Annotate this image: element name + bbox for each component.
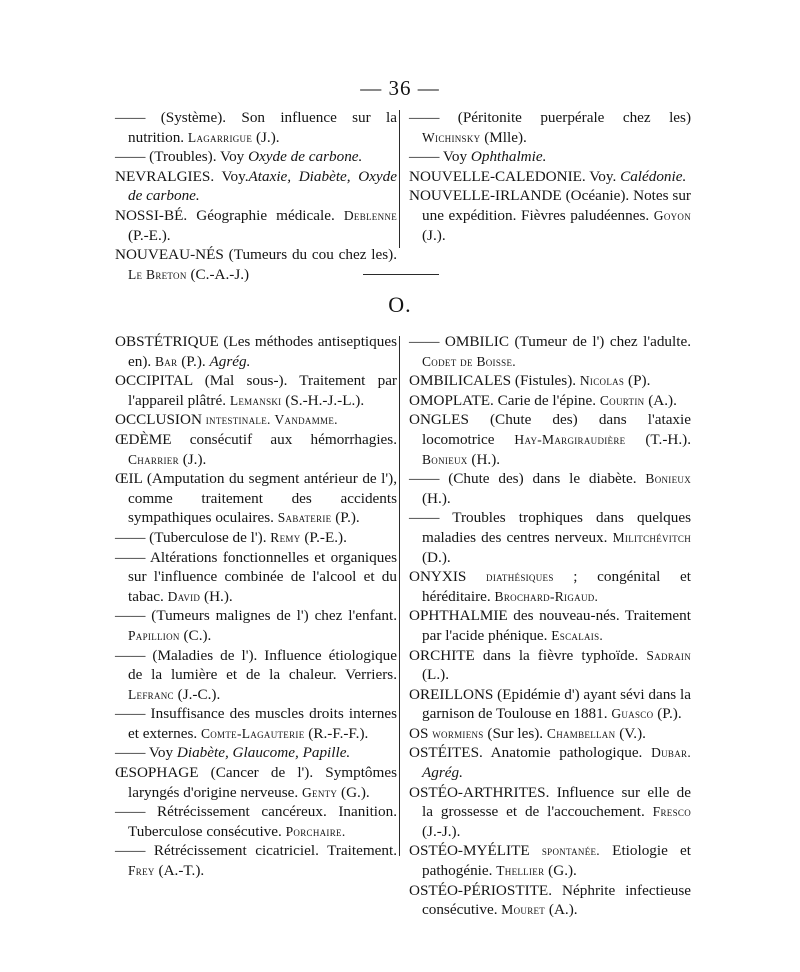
- entry-initials: (J.-J.).: [422, 822, 461, 840]
- index-entry: [115, 332, 397, 371]
- entry-heading: NOUVELLE-CALEDONIE.: [409, 167, 586, 185]
- entry-initials: (C.).: [179, 626, 212, 644]
- entry-text: (Chute des) dans l'ataxie locomotrice: [422, 411, 691, 448]
- index-entry: [409, 685, 691, 724]
- entry-qualifier: spontanée.: [541, 843, 600, 859]
- entry-text: (Tumeurs du cou chez les).: [223, 246, 397, 264]
- entry-text: (Tumeurs malignes de l') chez l'enfant.: [145, 607, 397, 625]
- entry-dash: ——: [409, 109, 440, 126]
- index-entry: [115, 206, 397, 245]
- entry-dash: ——: [409, 470, 440, 488]
- column-divider-top: [399, 110, 400, 248]
- index-entry: [115, 469, 397, 528]
- entry-reference: Agrég.: [422, 764, 463, 782]
- entry-initials: (A.).: [644, 391, 677, 409]
- index-entry: [115, 841, 397, 880]
- index-entry: [115, 245, 397, 284]
- entry-dash: ——: [115, 646, 146, 664]
- index-entry: [409, 606, 691, 645]
- entry-author: Mouret: [501, 902, 546, 918]
- entry-dash: ——: [409, 333, 440, 350]
- entry-text: consécutif aux hémorrhagies.: [171, 430, 397, 448]
- entry-author: Nicolas: [579, 373, 625, 389]
- index-entry: [115, 743, 397, 763]
- index-entry: [409, 410, 691, 469]
- entry-author: Bonieux: [645, 471, 691, 487]
- entry-dash: ——: [115, 548, 146, 566]
- entry-text-continued: (Sur les).: [483, 724, 544, 742]
- left-column: [115, 332, 397, 881]
- entry-author: Remy: [270, 529, 301, 545]
- entry-initials: (P.).: [331, 509, 360, 527]
- entry-author: Brochard-Rigaud.: [494, 588, 599, 604]
- entry-text: Géographie médicale.: [187, 206, 335, 224]
- entry-heading: ŒDÈME: [115, 430, 172, 448]
- index-entry: [115, 802, 397, 841]
- entry-dash: ——: [115, 148, 146, 166]
- entry-initials: (D.).: [422, 548, 451, 566]
- index-entry: [409, 108, 691, 147]
- entry-author: Fresco: [652, 804, 691, 820]
- entry-author: Lefranc: [128, 686, 174, 702]
- entry-reference: Calédonie.: [620, 167, 687, 185]
- entry-text-continued: Etiologie et pathogénie.: [422, 842, 691, 880]
- index-entry: [115, 704, 397, 743]
- entry-text: Altérations fonctionnelles et organiques sur l'influence combinée de l'alcool et du tabac.: [128, 548, 397, 605]
- index-entry: [409, 743, 691, 782]
- entry-text: Néphrite infectieuse consécutive.: [422, 881, 691, 919]
- entry-initials: (A.).: [545, 901, 578, 919]
- index-entry: [115, 548, 397, 607]
- entry-dash: ——: [115, 744, 146, 762]
- entry-text: (Troubles). Voy: [145, 148, 249, 166]
- entry-author: Militchévitch: [612, 529, 691, 545]
- entry-author: Frey: [128, 863, 155, 879]
- index-entry: [409, 371, 691, 391]
- entry-heading: OSTÉO-ARTHRITES.: [409, 783, 550, 801]
- entry-text: Voy.: [214, 167, 249, 185]
- entry-heading: ŒSOPHAGE: [115, 764, 199, 782]
- entry-initials: (R.-F.-F.).: [304, 724, 369, 742]
- entry-initials: (L.).: [422, 666, 449, 684]
- entry-text-continued: ; congénital et héréditaire.: [422, 568, 691, 605]
- entry-initials: (P.-E.).: [300, 528, 347, 546]
- entry-qualifier: intestinale.: [205, 412, 271, 428]
- index-entry: [409, 391, 691, 411]
- entry-author: Vandamme.: [274, 412, 338, 428]
- entry-heading: ŒIL: [115, 470, 143, 488]
- entry-initials: (P.-E.).: [128, 226, 171, 244]
- entry-author: Bar: [155, 353, 178, 369]
- index-entry: [409, 167, 691, 187]
- right-column: [409, 332, 691, 920]
- entry-author: Le Breton: [128, 266, 187, 282]
- entry-heading: NOUVELLE-IRLANDE: [409, 187, 562, 205]
- entry-author: Codet de Boisse.: [422, 353, 516, 369]
- entry-initials: (P.).: [653, 705, 682, 723]
- index-entry: [115, 430, 397, 469]
- index-entry: [115, 108, 397, 147]
- entry-initials: (J.).: [422, 226, 446, 244]
- entry-reference: Diabète, Glaucome, Papille.: [176, 744, 351, 762]
- entry-text: (Amputation du segment antérieur de l'), comme traitement des accidents sympathiques oculaires.: [128, 470, 397, 527]
- entry-text: Voy: [145, 744, 177, 762]
- index-entry: [409, 724, 691, 744]
- entry-text: Insuffisance des muscles droits internes et externes.: [128, 705, 397, 742]
- index-entry: [409, 508, 691, 567]
- entry-dash: ——: [409, 509, 440, 527]
- entry-author: Genty: [301, 784, 338, 800]
- top-right-column: [409, 108, 691, 245]
- entry-heading: NOSSI-BÉ.: [115, 206, 188, 224]
- entry-author: Courtin: [599, 392, 645, 408]
- column-divider: [399, 336, 400, 856]
- entry-initials: (A.-T.).: [154, 862, 205, 880]
- entry-text: (Mal sous-). Traitement par l'appareil plâtré.: [128, 372, 397, 409]
- entry-initials: (G.).: [544, 862, 577, 880]
- entry-text: (Chute des) dans le diabète.: [439, 470, 637, 488]
- entry-initials: (J.).: [178, 450, 207, 468]
- entry-heading: OMBILICALES: [409, 372, 512, 390]
- entry-initials: (P.).: [177, 352, 210, 370]
- entry-text: (Péritonite puerpérale chez les): [439, 109, 691, 126]
- entry-text: OMBILIC (Tumeur de l') chez l'adulte.: [439, 333, 691, 350]
- entry-author: David: [167, 588, 201, 604]
- entry-heading: OBSTÉTRIQUE: [115, 333, 219, 350]
- entry-initials: (H.).: [200, 587, 233, 605]
- entry-author: Chambellan: [546, 725, 616, 741]
- entry-author: Goyon: [653, 207, 692, 223]
- entry-heading: OPHTHALMIE: [409, 607, 508, 625]
- index-entry: [115, 167, 397, 206]
- entry-initials: (T.-H.).: [625, 430, 692, 448]
- entry-author: Lemanski: [229, 392, 282, 408]
- index-entry: [409, 783, 691, 842]
- entry-heading: OS: [409, 724, 429, 742]
- entry-reference: Ataxie, Diabète, Oxyde de carbone.: [128, 167, 397, 205]
- entry-text: (Cancer de l'). Symptômes laryngés d'origine nerveuse.: [128, 764, 397, 801]
- entry-text: (Les méthodes antiseptiques en).: [128, 333, 397, 370]
- entry-text: (Maladies de l'). Influence étiologique de la lumière et de la chaleur. Verriers.: [128, 646, 397, 684]
- entry-author: Hay-Margiraudière: [514, 431, 626, 447]
- section-letter: O.: [388, 292, 412, 317]
- entry-heading: OCCLUSION: [115, 411, 202, 429]
- entry-text: (Epidémie d') ayant sévi dans la garnison de Toulouse en 1881.: [422, 685, 691, 723]
- entry-heading: NEVRALGIES.: [115, 167, 215, 185]
- entry-text: Rétrécissement cicatriciel. Traitement.: [145, 842, 397, 860]
- entry-author: Deblenne: [343, 207, 397, 223]
- entry-initials-second: (H.).: [467, 450, 501, 468]
- index-entry: [409, 567, 691, 606]
- section-rule: [363, 274, 439, 275]
- entry-author: Charrier: [128, 451, 179, 467]
- entry-reference: Oxyde de carbone.: [248, 148, 363, 166]
- index-entry: [409, 469, 691, 508]
- entry-author: Thellier: [496, 863, 545, 879]
- index-entry: [409, 646, 691, 685]
- top-left-column: [115, 108, 397, 284]
- entry-initials: (Mlle).: [480, 128, 527, 146]
- entry-initials: (H.).: [422, 489, 451, 507]
- entry-initials: (J.).: [252, 128, 280, 146]
- entry-text: (Système). Son influence sur la nutrition.: [128, 109, 397, 146]
- entry-author: Escalais.: [551, 627, 604, 643]
- entry-author: Guasco: [611, 706, 654, 722]
- entry-author: Papillion: [128, 627, 180, 643]
- index-entry: [115, 528, 397, 548]
- entry-author: Dubar.: [651, 745, 691, 761]
- entry-heading: OSTÉO-MYÉLITE: [409, 842, 530, 860]
- entry-text: dans la fièvre typhoïde.: [474, 646, 639, 664]
- index-entry: [115, 646, 397, 705]
- entry-author: Wichinsky: [422, 129, 481, 145]
- entry-author-second: Bonieux: [422, 451, 468, 467]
- entry-text: (Fistules).: [511, 372, 577, 390]
- entry-text: Rétrécissement cancéreux. Inanition. Tuberculose consécutive.: [128, 803, 397, 840]
- entry-text: Influence sur elle de la grossesse et de l'accouchement.: [422, 783, 691, 821]
- entry-initials: (G.).: [337, 783, 370, 801]
- entry-heading: ORCHITE: [409, 646, 475, 664]
- entry-dash: ——: [115, 109, 146, 126]
- entry-dash: ——: [115, 803, 146, 821]
- entry-author: Comte-Lagauterie: [200, 725, 305, 741]
- entry-dash: ——: [409, 148, 440, 166]
- page-number: — 36 —: [360, 76, 440, 100]
- entry-author: Lagarrigue: [187, 129, 253, 145]
- index-entry: [115, 147, 397, 167]
- entry-dash: ——: [115, 607, 146, 625]
- index-entry: [409, 841, 691, 880]
- index-entry: [115, 763, 397, 802]
- entry-dash: ——: [115, 705, 146, 723]
- index-entry: [409, 186, 691, 245]
- entry-initials: (C.-A.-J.): [186, 265, 250, 283]
- entry-text: (Tuberculose de l').: [145, 528, 267, 546]
- entry-initials: (J.-C.).: [173, 685, 221, 703]
- entry-text: Voy: [439, 148, 471, 166]
- entry-heading: ONGLES: [409, 411, 469, 429]
- entry-text: [466, 568, 486, 585]
- entry-heading: OSTÉITES.: [409, 744, 483, 762]
- entry-heading: OREILLONS: [409, 685, 494, 703]
- entry-reference: Agrég.: [209, 352, 251, 370]
- entry-text: Troubles trophiques dans quelques maladies des centres nerveux.: [422, 509, 691, 546]
- entry-qualifier: diathésiques: [486, 569, 554, 585]
- index-entry: [409, 881, 691, 920]
- index-entry: [409, 332, 691, 371]
- entry-text: [530, 842, 542, 859]
- entry-author: Sabaterie: [277, 510, 332, 526]
- index-entry: [409, 147, 691, 167]
- entry-initials: (S.-H.-J.-L.).: [281, 391, 365, 409]
- entry-heading: OMOPLATE.: [409, 391, 494, 409]
- index-entry: [115, 606, 397, 645]
- entry-text: (Océanie). Notes sur une expédition. Fièvres paludéennes.: [422, 187, 691, 224]
- index-entry: [115, 410, 397, 430]
- entry-dash: ——: [115, 528, 146, 546]
- entry-author: Porchaire.: [285, 823, 346, 839]
- entry-text: Anatomie pathologique.: [482, 744, 643, 762]
- entry-dash: ——: [115, 842, 146, 860]
- index-entry: [115, 371, 397, 410]
- entry-heading: ONYXIS: [409, 568, 467, 586]
- entry-initials: (V.).: [615, 724, 646, 742]
- entry-author: Sadrain: [646, 647, 692, 663]
- entry-heading: OSTÉO-PÉRIOSTITE.: [409, 881, 553, 899]
- entry-text: Carie de l'épine.: [493, 391, 597, 409]
- entry-heading: NOUVEAU-NÉS: [115, 246, 224, 264]
- entry-heading: OCCIPITAL: [115, 372, 193, 390]
- entry-initials: (P).: [624, 372, 651, 390]
- entry-text: Voy.: [585, 167, 621, 185]
- entry-reference: Ophthalmie.: [470, 148, 547, 166]
- entry-qualifier: wormiens: [432, 725, 484, 741]
- entry-text: des nouveau-nés. Traitement par l'acide phénique.: [422, 607, 691, 644]
